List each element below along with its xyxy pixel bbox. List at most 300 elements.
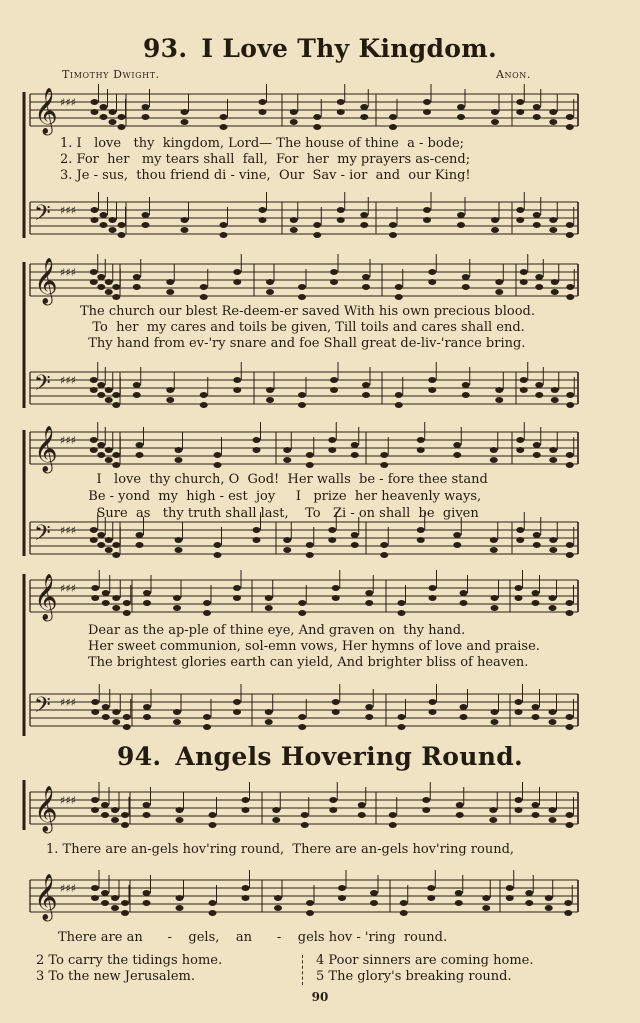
note-head (389, 124, 397, 130)
note-head (175, 537, 183, 543)
note-head (265, 605, 273, 611)
note-head (566, 812, 574, 818)
note-head (109, 227, 117, 233)
note-head (338, 885, 346, 891)
note-head (298, 724, 306, 730)
note-head (97, 274, 105, 280)
note-head (460, 600, 468, 606)
note-head (176, 905, 184, 911)
note-head (283, 447, 291, 453)
verse-line-10: Dear as the ap-ple of thine eye, And graven on thy hand. (88, 623, 466, 638)
note-head (91, 885, 99, 891)
note-head (549, 457, 557, 463)
note-head (112, 284, 120, 290)
note-head (298, 610, 306, 616)
note-head (358, 802, 366, 808)
note-head (429, 585, 437, 591)
note-head (429, 699, 437, 705)
note-head (253, 447, 261, 453)
note-head (123, 600, 131, 606)
note-head (564, 910, 572, 916)
note-head (102, 600, 110, 606)
note-head (181, 217, 189, 223)
treble-clef-icon: 𝄞 (34, 574, 58, 620)
note-head (566, 552, 574, 558)
note-head (362, 274, 370, 280)
note-head (566, 284, 574, 290)
note-head (362, 284, 370, 290)
note-head (330, 387, 338, 393)
note-head (274, 895, 282, 901)
note-head (91, 99, 99, 105)
note-head (362, 392, 370, 398)
note-head (290, 217, 298, 223)
note-head (332, 595, 340, 601)
hymn-title-text: I Love Thy Kingdom. (201, 34, 498, 63)
note-head (97, 392, 105, 398)
note-head (520, 279, 528, 285)
note-head (91, 895, 99, 901)
note-head (566, 462, 574, 468)
note-head (351, 452, 359, 458)
note-head (91, 217, 99, 223)
note-head (533, 104, 541, 110)
note-head (551, 279, 559, 285)
note-head (358, 812, 366, 818)
note-head (105, 387, 113, 393)
note-head (566, 542, 574, 548)
note-head (266, 289, 274, 295)
note-head (220, 114, 228, 120)
note-head (566, 114, 574, 120)
note-head (422, 807, 430, 813)
note-head (105, 397, 113, 403)
note-head (112, 595, 120, 601)
note-head (91, 807, 99, 813)
verse-line-6: Thy hand from ev-'ry snare and foe Shall great de-liv-'rance bring. (80, 336, 526, 351)
note-head (220, 124, 228, 130)
note-head (298, 284, 306, 290)
words-credit: Timothy Dwight. (62, 68, 160, 81)
page-number: 90 (311, 990, 329, 1004)
note-head (495, 289, 503, 295)
bass-clef-icon: 𝄢 (34, 693, 51, 723)
note-head (417, 527, 425, 533)
note-head (506, 885, 514, 891)
note-head (290, 227, 298, 233)
note-head (209, 900, 217, 906)
note-head (495, 397, 503, 403)
note-head (97, 452, 105, 458)
note-head (91, 699, 99, 705)
note-head (111, 817, 119, 823)
note-head (398, 610, 406, 616)
note-head (90, 437, 98, 443)
note-head (200, 294, 208, 300)
note-head (535, 274, 543, 280)
note-head (417, 447, 425, 453)
note-head (423, 207, 431, 213)
note-head (101, 812, 109, 818)
note-head (176, 807, 184, 813)
key-signature-icon: ♯♯♯ (60, 266, 76, 279)
note-head (362, 382, 370, 388)
note-head (551, 397, 559, 403)
note-head (516, 99, 524, 105)
note-head (330, 377, 338, 383)
note-head (365, 590, 373, 596)
note-head (566, 610, 574, 616)
note-head (332, 585, 340, 591)
note-head (175, 547, 183, 553)
verse-4: 4 Poor sinners are coming home. (316, 953, 534, 968)
note-head (265, 709, 273, 715)
note-head (460, 590, 468, 596)
note-head (105, 279, 113, 285)
note-head (209, 910, 217, 916)
note-head (181, 119, 189, 125)
note-head (102, 704, 110, 710)
note-head (102, 590, 110, 596)
note-head (233, 585, 241, 591)
note-head (380, 462, 388, 468)
note-head (516, 537, 524, 543)
note-head (272, 807, 280, 813)
note-head (112, 709, 120, 715)
note-head (533, 442, 541, 448)
key-signature-icon: ♯♯♯ (60, 582, 76, 595)
verse-line-9: Sure as thy truth shall last, To Zi - on shall be given (80, 506, 479, 521)
note-head (395, 392, 403, 398)
note-head (495, 387, 503, 393)
note-head (313, 222, 321, 228)
note-head (429, 709, 437, 715)
note-head (143, 900, 151, 906)
note-head (133, 382, 141, 388)
note-head (549, 709, 557, 715)
note-head (516, 527, 524, 533)
verse-separator (302, 955, 304, 985)
key-signature-icon: ♯♯♯ (60, 524, 76, 537)
note-head (365, 704, 373, 710)
note-head (233, 699, 241, 705)
note-head (283, 537, 291, 543)
key-signature-icon: ♯♯♯ (60, 374, 76, 387)
note-head (533, 452, 541, 458)
note-head (112, 542, 120, 548)
note-head (105, 447, 113, 453)
note-head (491, 119, 499, 125)
note-head (400, 900, 408, 906)
note-head (516, 109, 524, 115)
note-head (298, 402, 306, 408)
note-head (332, 699, 340, 705)
note-head (489, 807, 497, 813)
treble-clef-icon: 𝄞 (34, 258, 58, 304)
note-head (97, 542, 105, 548)
note-head (143, 802, 151, 808)
note-head (259, 207, 267, 213)
note-head (283, 457, 291, 463)
note-head (389, 812, 397, 818)
note-head (351, 442, 359, 448)
note-head (515, 595, 523, 601)
note-head (313, 124, 321, 130)
note-head (101, 802, 109, 808)
note-head (453, 542, 461, 548)
note-head (360, 222, 368, 228)
note-head (166, 289, 174, 295)
note-head (142, 222, 150, 228)
treble-clef-icon: 𝄞 (34, 88, 58, 134)
note-head (142, 104, 150, 110)
note-head (101, 900, 109, 906)
note-head (533, 212, 541, 218)
note-head (564, 900, 572, 906)
note-head (133, 284, 141, 290)
note-head (429, 595, 437, 601)
key-signature-icon: ♯♯♯ (60, 794, 76, 807)
note-head (330, 279, 338, 285)
note-head (102, 714, 110, 720)
note-head (109, 217, 117, 223)
note-head (566, 124, 574, 130)
treble-clef-icon: 𝄞 (34, 426, 58, 472)
note-head (214, 462, 222, 468)
note-head (491, 719, 499, 725)
note-head (495, 279, 503, 285)
note-head (112, 719, 120, 725)
note-head (566, 392, 574, 398)
note-head (306, 910, 314, 916)
note-head (105, 289, 113, 295)
note-head (532, 802, 540, 808)
note-head (516, 207, 524, 213)
note-head (427, 885, 435, 891)
note-head (105, 537, 113, 543)
verse-5: 5 The glory's breaking round. (316, 969, 512, 984)
note-head (91, 585, 99, 591)
note-head (455, 890, 463, 896)
note-head (142, 114, 150, 120)
note-head (395, 284, 403, 290)
note-head (533, 114, 541, 120)
note-head (549, 109, 557, 115)
note-head (365, 600, 373, 606)
note-head (274, 905, 282, 911)
note-head (457, 114, 465, 120)
note-head (428, 279, 436, 285)
note-head (351, 532, 359, 538)
note-head (332, 709, 340, 715)
note-head (306, 462, 314, 468)
note-head (265, 719, 273, 725)
note-head (516, 217, 524, 223)
note-head (351, 542, 359, 548)
note-head (90, 387, 98, 393)
note-head (515, 797, 523, 803)
note-head (143, 704, 151, 710)
note-head (112, 452, 120, 458)
note-head (233, 279, 241, 285)
note-head (491, 217, 499, 223)
note-head (272, 817, 280, 823)
note-head (360, 212, 368, 218)
note-head (398, 714, 406, 720)
note-head (462, 284, 470, 290)
note-head (209, 822, 217, 828)
note-head (97, 442, 105, 448)
note-head (123, 724, 131, 730)
note-head (328, 527, 336, 533)
note-head (520, 269, 528, 275)
note-head (566, 232, 574, 238)
note-head (490, 447, 498, 453)
note-head (532, 600, 540, 606)
note-head (457, 212, 465, 218)
note-head (100, 104, 108, 110)
note-head (121, 910, 129, 916)
bass-clef-icon: 𝄢 (34, 371, 51, 401)
note-head (91, 207, 99, 213)
note-head (181, 109, 189, 115)
note-head (136, 442, 144, 448)
note-head (112, 605, 120, 611)
note-head (214, 452, 222, 458)
note-head (535, 284, 543, 290)
key-signature-icon: ♯♯♯ (60, 882, 76, 895)
note-head (214, 542, 222, 548)
note-head (462, 274, 470, 280)
note-head (91, 595, 99, 601)
verse-line-12: The brightest glories earth can yield, And brighter bliss of heaven. (88, 655, 529, 670)
note-head (380, 542, 388, 548)
note-head (532, 714, 540, 720)
note-head (298, 294, 306, 300)
note-head (91, 709, 99, 715)
verse-line-5: To her my cares and toils be given, Till toils and cares shall end. (80, 320, 525, 335)
note-head (175, 457, 183, 463)
note-head (90, 269, 98, 275)
note-head (181, 227, 189, 233)
note-head (549, 719, 557, 725)
hymn-94-line-1: 1. There are an-gels hov'ring round, There are an-gels hov'ring round, (46, 842, 515, 857)
note-head (97, 532, 105, 538)
note-head (490, 457, 498, 463)
note-head (166, 397, 174, 403)
note-head (118, 222, 126, 228)
note-head (491, 595, 499, 601)
note-head (90, 279, 98, 285)
note-head (549, 537, 557, 543)
note-head (360, 104, 368, 110)
note-head (136, 452, 144, 458)
verses-left (36, 953, 222, 985)
note-head (97, 284, 105, 290)
note-head (253, 527, 261, 533)
note-head (242, 895, 250, 901)
verse-line-7: I love thy church, O God! Her walls be - fore thee stand (80, 472, 488, 487)
note-head (143, 812, 151, 818)
note-head (233, 377, 241, 383)
note-head (109, 119, 117, 125)
note-head (462, 382, 470, 388)
note-head (337, 207, 345, 213)
note-head (173, 709, 181, 715)
note-head (91, 797, 99, 803)
note-head (166, 387, 174, 393)
note-head (566, 724, 574, 730)
note-head (233, 709, 241, 715)
note-head (173, 605, 181, 611)
note-head (456, 802, 464, 808)
note-head (176, 895, 184, 901)
note-head (395, 294, 403, 300)
note-head (490, 547, 498, 553)
treble-clef-icon: 𝄞 (34, 874, 58, 920)
note-head (365, 714, 373, 720)
note-head (533, 542, 541, 548)
note-head (298, 392, 306, 398)
note-head (423, 99, 431, 105)
note-head (566, 822, 574, 828)
note-head (422, 797, 430, 803)
note-head (90, 447, 98, 453)
note-head (111, 905, 119, 911)
note-head (290, 119, 298, 125)
note-head (370, 900, 378, 906)
note-head (506, 895, 514, 901)
note-head (525, 890, 533, 896)
note-head (301, 822, 309, 828)
note-head (266, 387, 274, 393)
note-head (398, 724, 406, 730)
note-head (457, 222, 465, 228)
note-head (283, 547, 291, 553)
note-head (111, 807, 119, 813)
note-head (143, 714, 151, 720)
note-head (395, 402, 403, 408)
note-head (520, 387, 528, 393)
note-head (298, 600, 306, 606)
note-head (265, 595, 273, 601)
note-head (515, 699, 523, 705)
note-head (400, 910, 408, 916)
note-head (136, 542, 144, 548)
note-head (491, 709, 499, 715)
note-head (143, 590, 151, 596)
note-head (328, 537, 336, 543)
note-head (482, 905, 490, 911)
note-head (118, 232, 126, 238)
hymn-94-line-2: There are an - gels, an - gels hov - 'ring round. (58, 930, 448, 945)
note-head (380, 552, 388, 558)
note-head (118, 114, 126, 120)
note-head (551, 289, 559, 295)
note-head (253, 437, 261, 443)
key-signature-icon: ♯♯♯ (60, 96, 76, 109)
note-head (380, 452, 388, 458)
note-head (491, 227, 499, 233)
note-head (328, 447, 336, 453)
note-head (370, 890, 378, 896)
note-head (453, 442, 461, 448)
note-head (566, 402, 574, 408)
note-head (525, 900, 533, 906)
note-head (460, 704, 468, 710)
note-head (100, 114, 108, 120)
treble-clef-icon: 𝄞 (34, 786, 58, 832)
